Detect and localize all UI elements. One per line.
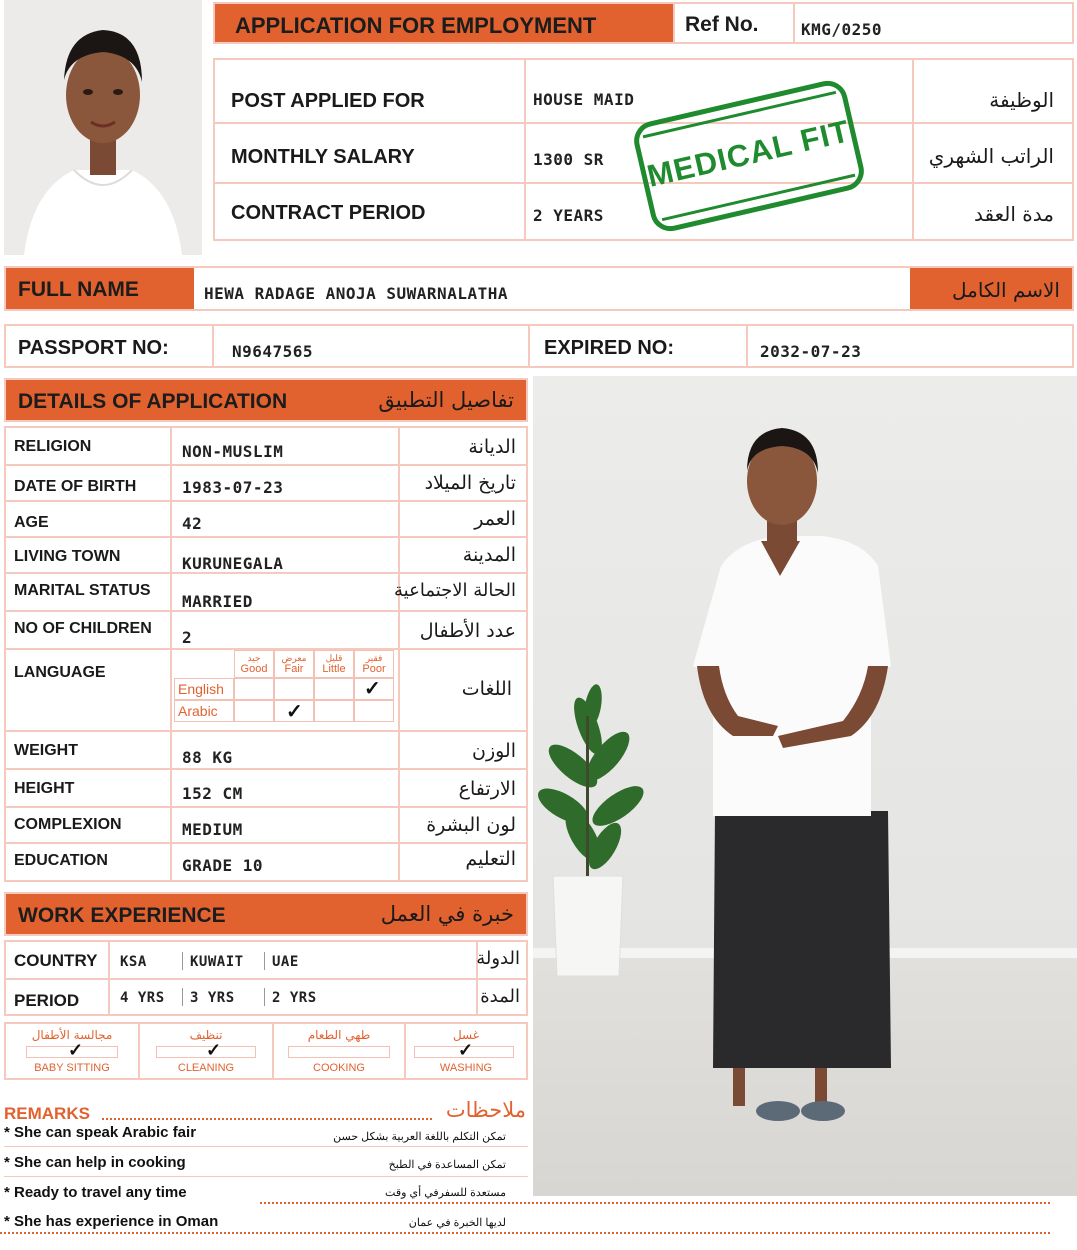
post-label: POST APPLIED FOR	[231, 90, 425, 112]
ref-label-cell	[675, 2, 795, 44]
country-1: KSA	[120, 954, 147, 970]
remarks-label-ar: ملاحظات	[445, 1098, 526, 1122]
passport-label: PASSPORT NO:	[18, 337, 169, 359]
details-table	[4, 426, 528, 882]
ref-label: Ref No.	[685, 13, 759, 36]
babysitting-tick: ✓	[68, 1040, 84, 1060]
details-title-ar: تفاصيل التطبيق	[378, 388, 514, 412]
country-label: COUNTRY	[14, 951, 98, 970]
weight-ar: الوزن	[471, 740, 516, 762]
contract-label: CONTRACT PERIOD	[231, 202, 426, 224]
full-name-value: HEWA RADAGE ANOJA SUWARNALATHA	[204, 284, 508, 303]
children-value: 2	[182, 628, 193, 647]
country-2: KUWAIT	[190, 954, 244, 970]
period-ar: المدة	[480, 986, 520, 1007]
marital-label: MARITAL STATUS	[14, 582, 151, 599]
passport-value: N9647565	[232, 342, 314, 361]
skill-cleaning: تنظيف ✓ CLEANING	[140, 1024, 272, 1078]
post-value: HOUSE MAID	[533, 90, 635, 109]
education-ar: التعليم	[465, 848, 516, 870]
full-body-photo	[533, 376, 1077, 1196]
skill-washing: غسل ✓ WASHING	[406, 1024, 526, 1078]
contract-value: 2 YEARS	[533, 206, 604, 225]
marital-ar: الحالة الاجتماعية	[394, 580, 516, 601]
lang-english: English	[178, 681, 224, 697]
religion-label: RELIGION	[14, 438, 92, 455]
level-little: Little	[322, 663, 346, 675]
dob-label: DATE OF BIRTH	[14, 478, 137, 495]
full-name-label: FULL NAME	[18, 278, 139, 301]
details-title: DETAILS OF APPLICATION	[18, 390, 288, 413]
work-title: WORK EXPERIENCE	[18, 904, 226, 927]
contract-ar: مدة العقد	[974, 202, 1054, 226]
post-ar: الوظيفة	[989, 88, 1054, 112]
remark-3-ar: مستعدة للسفرفي أي وقت	[385, 1187, 506, 1199]
remark-1-ar: تمكن التكلم باللغة العربية بشكل حسن	[333, 1131, 506, 1143]
title-bar	[213, 2, 675, 44]
lang-arabic: Arabic	[178, 703, 218, 719]
ref-value-cell	[795, 2, 1074, 44]
period-label: PERIOD	[14, 991, 80, 1010]
expiry-value: 2032-07-23	[760, 342, 862, 361]
age-label: AGE	[14, 514, 49, 531]
language-label: LANGUAGE	[14, 664, 106, 681]
complexion-value: MEDIUM	[182, 820, 243, 839]
complexion-ar: لون البشرة	[426, 814, 516, 836]
remark-1: * She can speak Arabic fair	[4, 1124, 197, 1141]
cleaning-tick: ✓	[206, 1040, 222, 1060]
education-label: EDUCATION	[14, 852, 108, 869]
children-label: NO OF CHILDREN	[14, 620, 152, 637]
religion-ar: الديانة	[468, 436, 516, 458]
town-ar: المدينة	[462, 544, 516, 566]
level-little-ar: قليل	[325, 653, 343, 663]
country-ar: الدولة	[476, 948, 520, 969]
page-title: APPLICATION FOR EMPLOYMENT	[235, 13, 597, 38]
town-label: LIVING TOWN	[14, 548, 121, 565]
level-poor: Poor	[362, 663, 386, 675]
salary-label: MONTHLY SALARY	[231, 146, 415, 168]
marital-value: MARRIED	[182, 592, 253, 611]
language-grid	[174, 650, 396, 728]
remark-3: * Ready to travel any time	[4, 1184, 187, 1201]
level-poor-ar: فقير	[365, 653, 383, 663]
weight-label: WEIGHT	[14, 742, 78, 759]
height-label: HEIGHT	[14, 780, 75, 797]
level-fair-ar: معرض	[281, 653, 307, 663]
work-header	[4, 892, 528, 936]
period-1: 4 YRS	[120, 990, 165, 1006]
age-value: 42	[182, 514, 203, 533]
remarks-section	[4, 1098, 528, 1248]
level-good: Good	[240, 663, 268, 675]
details-header	[4, 378, 528, 422]
skills-row	[4, 1022, 528, 1080]
portrait-photo	[4, 0, 202, 255]
education-value: GRADE 10	[182, 856, 264, 875]
expiry-label: EXPIRED NO:	[544, 337, 675, 359]
level-good-ar: جيد	[247, 653, 261, 663]
full-name-ar: الاسم الكامل	[951, 278, 1060, 302]
skill-babysitting: مجالسة الأطفال ✓ BABY SITTING	[6, 1024, 138, 1078]
children-ar: عدد الأطفال	[419, 620, 516, 642]
dob-value: 1983-07-23	[182, 478, 284, 497]
salary-ar: الراتب الشهري	[928, 144, 1054, 168]
work-title-ar: خبرة في العمل	[380, 902, 514, 926]
level-fair: Fair	[284, 663, 304, 675]
arabic-fair-tick: ✓	[286, 701, 303, 723]
remark-4: * She has experience in Oman	[4, 1213, 219, 1230]
work-table	[4, 940, 528, 1016]
religion-value: NON-MUSLIM	[182, 442, 284, 461]
washing-tick: ✓	[458, 1040, 474, 1060]
english-poor-tick: ✓	[364, 678, 381, 700]
skill-cooking: طهي الطعام COOKING	[274, 1024, 404, 1078]
remark-4-ar: لديها الخبرة في عمان	[408, 1217, 506, 1229]
town-value: KURUNEGALA	[182, 554, 284, 573]
weight-value: 88 KG	[182, 748, 233, 767]
period-3: 2 YRS	[272, 990, 317, 1006]
ref-value: KMG/0250	[801, 20, 883, 39]
remarks-label: REMARKS	[4, 1104, 90, 1123]
passport-row	[4, 324, 1074, 368]
language-ar: اللغات	[461, 678, 512, 700]
full-name-row	[4, 266, 1074, 311]
country-3: UAE	[272, 954, 299, 970]
height-ar: الارتفاع	[458, 778, 516, 800]
stamp-text: MEDICAL FIT	[643, 113, 854, 194]
dob-ar: تاريخ الميلاد	[424, 472, 516, 494]
remark-2: * She can help in cooking	[4, 1154, 186, 1171]
complexion-label: COMPLEXION	[14, 816, 122, 833]
salary-value: 1300 SR	[533, 150, 604, 169]
period-2: 3 YRS	[190, 990, 235, 1006]
age-ar: العمر	[474, 508, 516, 530]
remark-2-ar: تمكن المساعدة في الطبخ	[388, 1159, 506, 1171]
height-value: 152 CM	[182, 784, 243, 803]
